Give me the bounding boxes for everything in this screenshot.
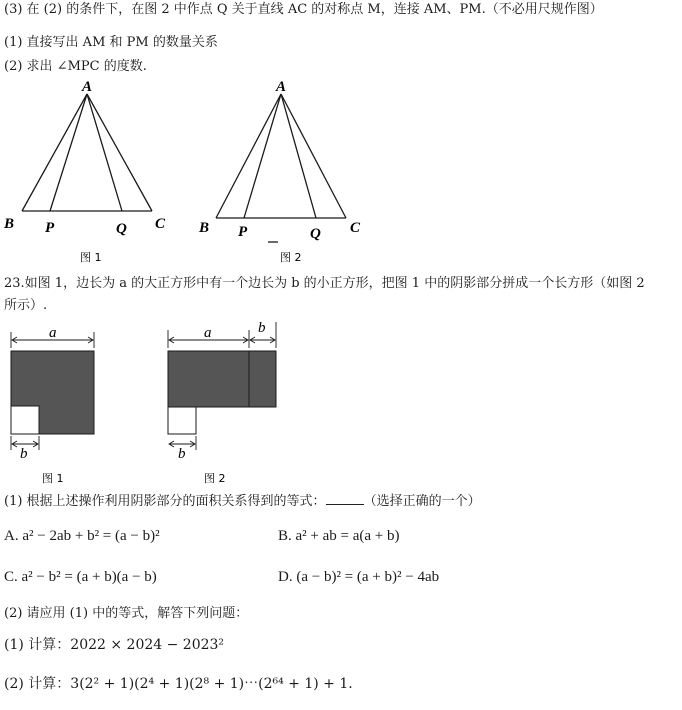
part1-prompt: (1) 根据上述操作利用阴影部分的面积关系得到的等式： [4,494,326,509]
part1-question [4,494,481,510]
label-b: b [20,446,28,462]
triangle-figure-1 [0,78,190,268]
option-d: D. (a − b)² = (a + b)² − 4ab [278,569,440,585]
figure-caption: 图 1 [42,472,64,485]
label-p: P [238,224,248,240]
q23-statement-line1: 23.如图 1，边长为 a 的大正方形中有一个边长为 b 的小正方形，把图 1 中的阴影部分拼成一个长方形（如图 2 [4,276,645,291]
label-a: a [49,325,57,341]
label-a: A [276,79,287,95]
triangle-figure-2 [196,78,386,268]
q23-statement-line2: 所示）. [4,298,48,313]
figure-caption: 图 2 [204,472,226,485]
label-q: Q [310,226,321,242]
figure-caption: 图 2 [280,251,302,264]
label-b: B [4,216,15,232]
option-b: B. a² + ab = a(a + b) [278,528,400,544]
option-c: C. a² − b² = (a + b)(a − b) [4,569,157,585]
label-a: A [82,79,93,95]
q3-subquestion-2: (2) 求出 ∠MPC 的度数. [4,59,147,74]
square-figure-2 [160,318,290,488]
part2-prompt: (2) 请应用 (1) 中的等式，解答下列问题： [4,606,249,621]
q3-subquestion-1: (1) 直接写出 AM 和 PM 的数量关系 [4,35,218,50]
label-b: b [258,320,266,336]
label-b: b [178,446,186,462]
label-c: C [155,216,166,232]
figure-caption: 图 1 [80,251,102,264]
part1-hint: （选择正确的一个） [363,494,481,509]
option-a: A. a² − 2ab + b² = (a − b)² [4,528,160,544]
label-p: P [45,220,55,236]
label-b: B [199,220,210,236]
part2-calc-1: (1) 计算：2022 × 2024 − 2023² [4,637,225,653]
q3-statement: (3) 在 (2) 的条件下，在图 2 中作点 Q 关于直线 AC 的对称点 M，连接 AM、PM.（不必用尺规作图） [4,2,603,17]
label-c: C [350,220,361,236]
square-figure-1 [0,318,110,488]
label-a: a [204,325,212,341]
answer-blank [326,494,364,505]
label-q: Q [116,221,127,237]
part2-calc-2: (2) 计算：3(2² + 1)(2⁴ + 1)(2⁸ + 1)⋯(2⁶⁴ + 1) + 1. [4,676,353,692]
